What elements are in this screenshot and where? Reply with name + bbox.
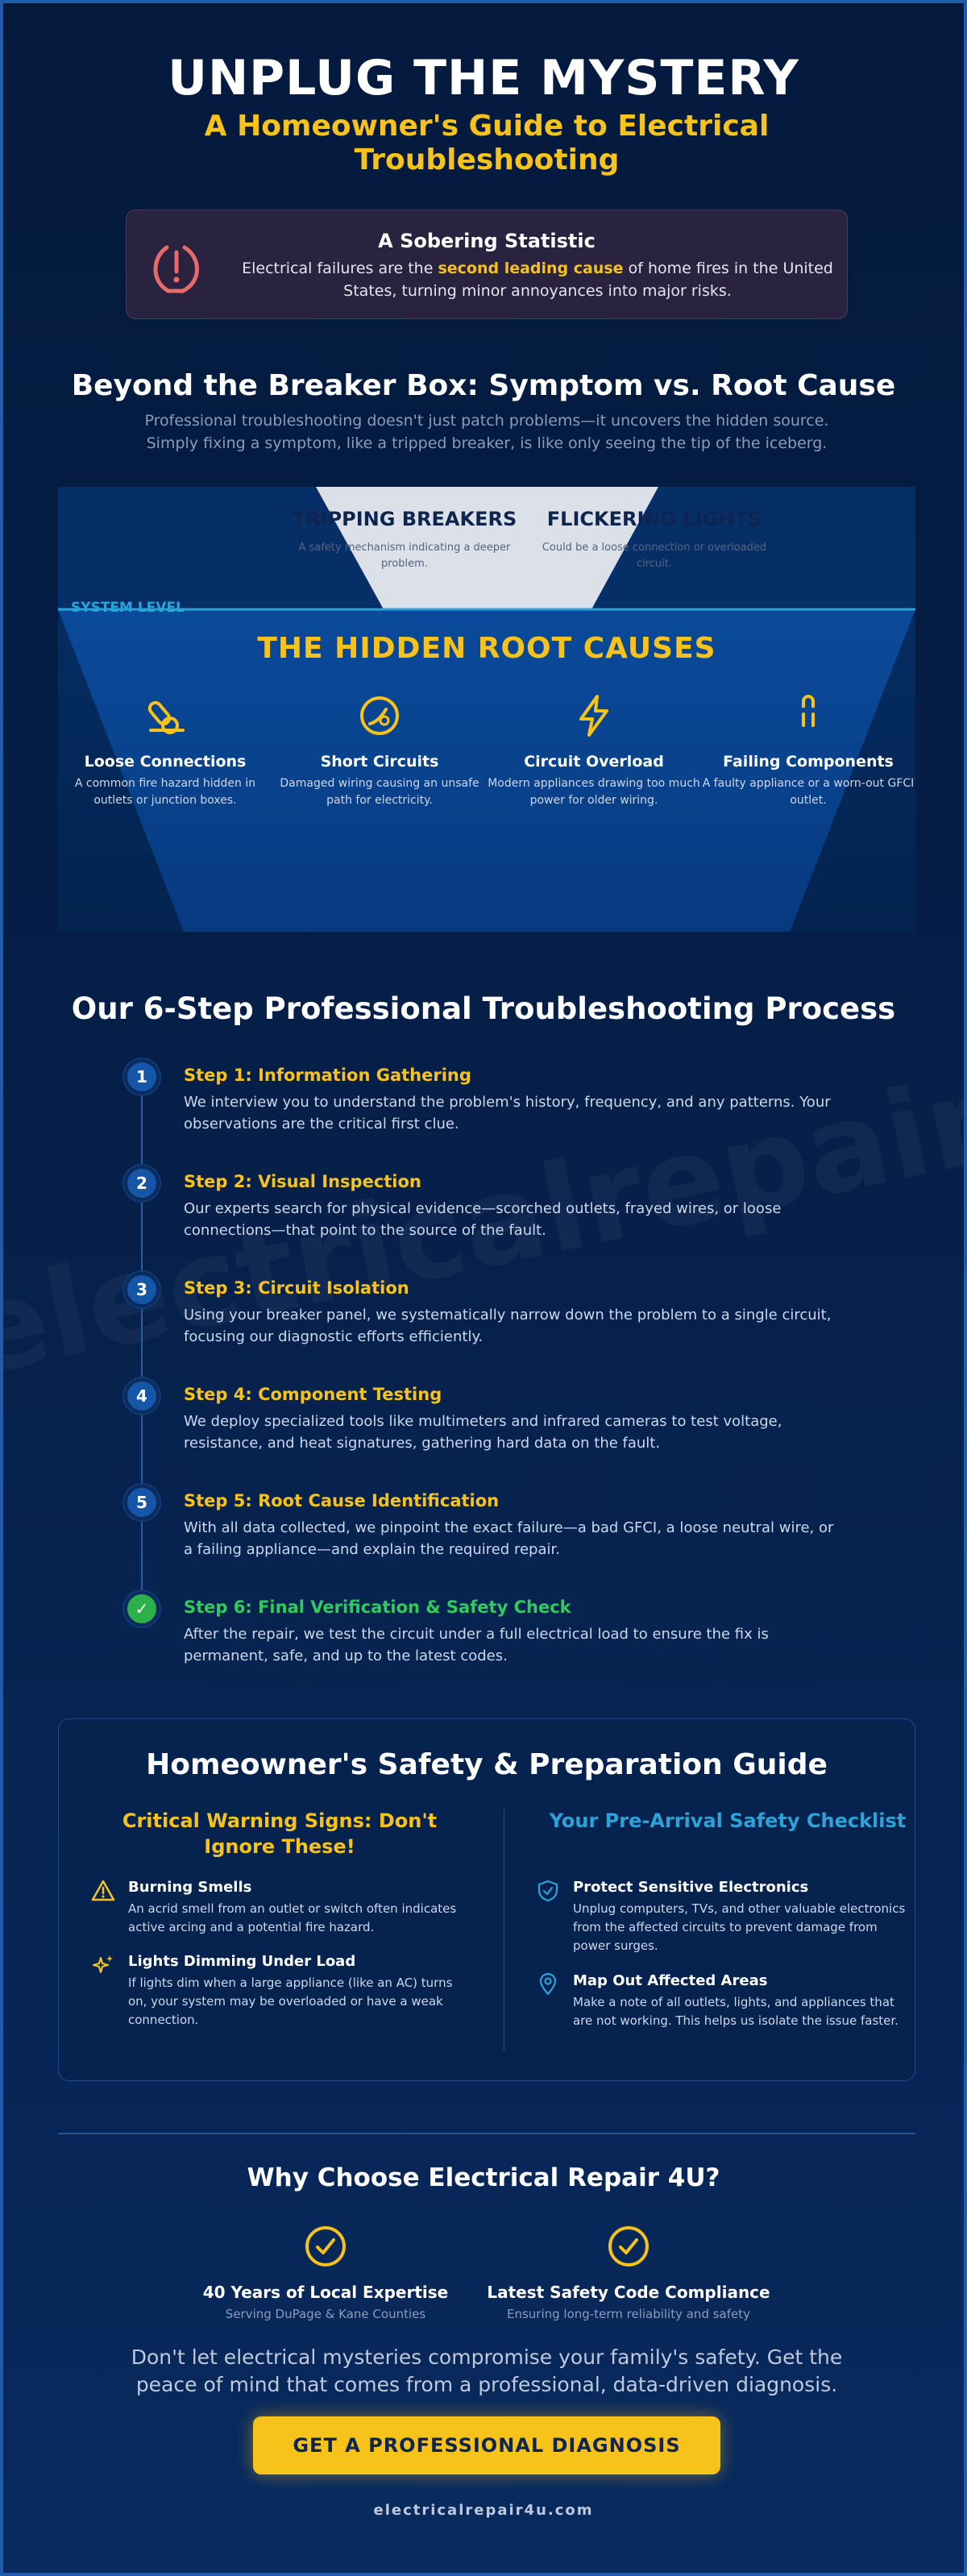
step-description: Using your breaker panel, we systematically narrow down the problem to a single circuit, focusing our diagnostic efforts efficiently. <box>184 1307 832 1345</box>
shield-check-icon <box>536 1879 560 1903</box>
safety-guide-panel: Homeowner's Safety & Preparation Guide Critical Warning Signs: Don't Ignore These! Your Pre-Arrival Safety Checklist Burning Smells An acrid smell from an outlet or switch often indicates active arcing and a potential fire hazard. Lights Dimming Under Load If lights dim when a large appliance (like an AC) turns on, your system may be overloaded or have a weak connection. Protect Sensitive Electronics Unplug computers, TVs, and other valuable electronics from the affected circuits to prevent damage from power surges. Map Out Affected Areas Make a note of all outlets, lights, and appliances that are not working. This helps us isolate the issue faster. <box>58 1718 915 2081</box>
symptom-section-title: Beyond the Breaker Box: Symptom vs. Root Cause <box>71 369 896 402</box>
statistic-title: A Sobering Statistic <box>378 230 596 252</box>
prep-checklist-title: Your Pre-Arrival Safety Checklist <box>549 1809 907 1832</box>
step-description: We deploy specialized tools like multimeters and infrared cameras to test voltage, resistance, and heat signatures, gathering hard data on the fault. <box>184 1413 782 1452</box>
system-level-label: SYSTEM LEVEL <box>71 600 185 616</box>
get-diagnosis-button[interactable]: GET A PROFESSIONAL DIAGNOSIS <box>253 2416 720 2474</box>
statistic-text: Electrical failures are the second leading cause of home fires in the United States, turning minor annoyances into major risks. <box>242 260 833 300</box>
page-title: UNPLUG THE MYSTERY <box>168 50 799 106</box>
timeline-line <box>141 1077 143 1609</box>
sparkle-icon <box>91 1953 115 1977</box>
website-link[interactable]: electricalrepair4u.com <box>373 2502 594 2519</box>
step-number: 2 <box>124 1165 160 1201</box>
step-description: Our experts search for physical evidence—scorched outlets, frayed wires, or loose connections—that point to the source of the fault. <box>184 1200 782 1239</box>
step-number: 3 <box>124 1272 160 1307</box>
lightning-icon <box>571 693 616 738</box>
step-title: Step 6: Final Verification & Safety Check <box>184 1598 571 1617</box>
step-number: 4 <box>124 1378 160 1414</box>
step-description: After the repair, we test the circuit under a full electrical load to ensure the fix is permanent, safe, and up to the latest codes. <box>184 1626 769 1664</box>
map-pin-icon <box>536 1972 560 1996</box>
step-number: 5 <box>124 1485 160 1520</box>
cause-short-circuits: Short Circuits Damaged wiring causing an unsafe path for electricity. <box>272 693 487 809</box>
warning-signs-title: Critical Warning Signs: Don't Ignore These! <box>122 1809 438 1858</box>
step-number: 1 <box>124 1059 160 1095</box>
process-section-title: Our 6-Step Professional Troubleshooting Process <box>71 991 896 1026</box>
iceberg-diagram <box>58 487 915 932</box>
section-divider <box>58 2133 915 2134</box>
why-item-compliance: Latest Safety Code Compliance Ensuring long-term reliability and safety <box>475 2225 782 2321</box>
page-subtitle: A Homeowner's Guide to Electrical Troubleshooting <box>204 110 770 177</box>
plug-icon <box>143 693 188 738</box>
step-title: Step 1: Information Gathering <box>184 1066 471 1085</box>
check-circle-icon <box>607 2225 650 2268</box>
statistic-callout <box>126 210 848 319</box>
cause-circuit-overload: Circuit Overload Modern appliances drawing too much power for older wiring. <box>487 693 701 809</box>
closing-message: Don't let electrical mysteries compromise your family's safety. Get the peace of mind that comes from a professional, data-driven diagnosis. <box>131 2345 843 2396</box>
symptom-flickering-lights: FLICKERING LIGHTS Could be a loose connection or overloaded circuit. <box>542 508 767 570</box>
outlet-icon <box>786 693 831 738</box>
step-title: Step 4: Component Testing <box>184 1385 442 1404</box>
checkmark-icon: ✓ <box>124 1591 160 1627</box>
step-description: We interview you to understand the problem's history, frequency, and any patterns. Your observations are the critical first clue. <box>184 1094 831 1132</box>
cause-failing-components: Failing Components A faulty appliance or a worn-out GFCI outlet. <box>701 693 915 809</box>
symptom-section-description: Professional troubleshooting doesn't just patch problems—it uncovers the hidden source. Simply fixing a symptom, like a tripped breaker, is like only seeing the tip of the iceberg. <box>144 412 829 452</box>
why-item-expertise: 40 Years of Local Expertise Serving DuPage & Kane Counties <box>172 2225 479 2321</box>
short-circuit-icon <box>357 693 402 738</box>
why-choose-title: Why Choose Electrical Repair 4U? <box>247 2163 720 2192</box>
step-title: Step 2: Visual Inspection <box>184 1172 421 1191</box>
warning-triangle-icon <box>91 1879 115 1903</box>
step-title: Step 5: Root Cause Identification <box>184 1491 500 1510</box>
step-title: Step 3: Circuit Isolation <box>184 1278 409 1298</box>
hidden-causes-title: THE HIDDEN ROOT CAUSES <box>257 632 716 665</box>
statistic-highlight: second leading cause <box>438 260 624 277</box>
symptom-tripping-breakers: TRIPPING BREAKERS A safety mechanism indicating a deeper problem. <box>292 508 517 570</box>
cause-loose-connections: Loose Connections A common fire hazard hidden in outlets or junction boxes. <box>58 693 272 809</box>
step-description: With all data collected, we pinpoint the exact failure—a bad GFCI, a loose neutral wire, or a failing appliance—and explain the required repair. <box>184 1519 834 1558</box>
check-circle-icon <box>304 2225 347 2268</box>
guide-title: Homeowner's Safety & Preparation Guide <box>146 1748 828 1781</box>
